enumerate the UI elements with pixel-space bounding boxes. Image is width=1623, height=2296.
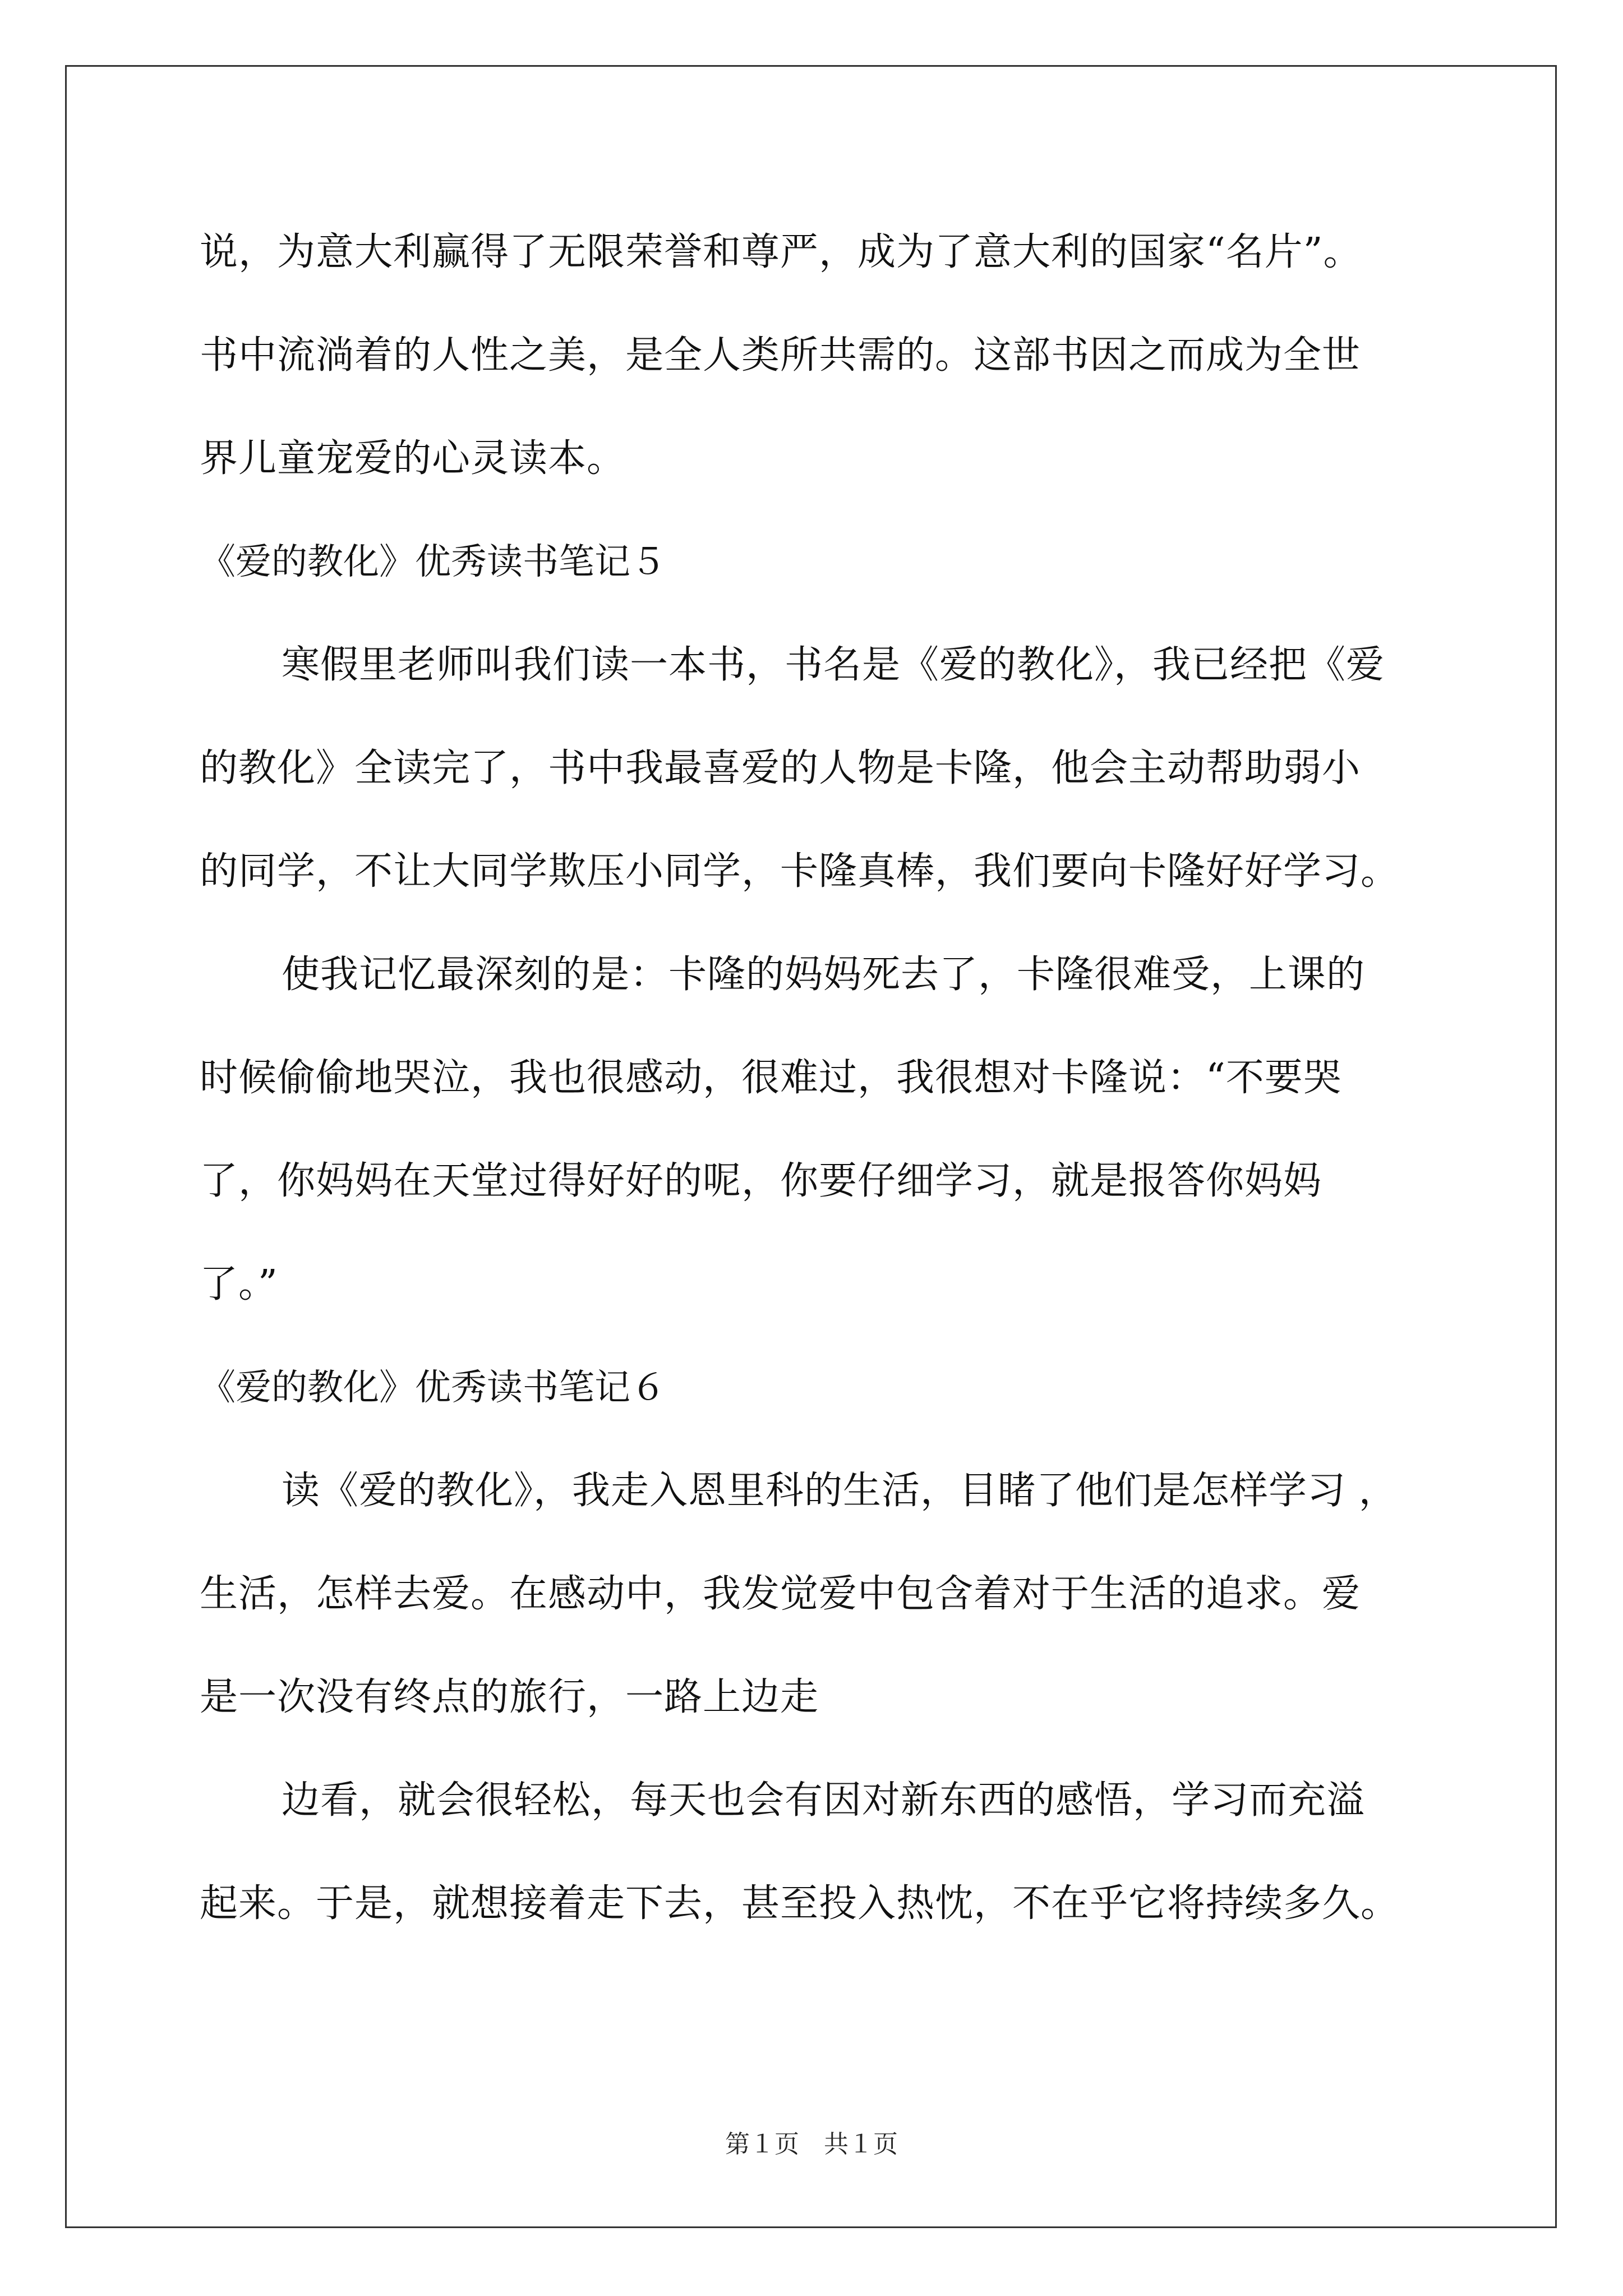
paragraph-line: 的同学，不让大同学欺压小同学，卡隆真棒，我们要向卡隆好好学习。 xyxy=(200,849,1400,894)
paragraph-line: 使我记忆最深刻的是：卡隆的妈妈死去了，卡隆很难受，上课的 xyxy=(282,953,1366,997)
section-heading: 《爱的教化》优秀读书笔记５ xyxy=(200,541,666,583)
paragraph-line: 了。” xyxy=(200,1262,278,1306)
paragraph-line: 是一次没有终点的旅行，一路上边走 xyxy=(200,1675,819,1719)
paragraph-line: 时候偷偷地哭泣，我也很感动，很难过，我很想对卡隆说：“不要哭 xyxy=(200,1056,1342,1100)
paragraph-line: 起来。于是，就想接着走下去，甚至投入热忱，不在乎它将持续多久。 xyxy=(200,1881,1400,1926)
paragraph-line: 读《爱的教化》，我走入恩里科的生活，目睹了他们是怎样学习 ， xyxy=(282,1469,1398,1513)
paragraph-line: 界儿童宠爱的心灵读本。 xyxy=(200,436,626,481)
section-heading: 《爱的教化》优秀读书笔记６ xyxy=(200,1367,666,1409)
page-footer: 第１页 共１页 xyxy=(725,2130,898,2159)
paragraph-line: 了，你妈妈在天堂过得好好的呢，你要仔细学习，就是报答你妈妈 xyxy=(200,1159,1322,1203)
paragraph-line: 寒假里老师叫我们读一本书，书名是《爱的教化》，我已经把《爱 xyxy=(282,643,1385,687)
paragraph-line: 的教化》全读完了，书中我最喜爱的人物是卡隆，他会主动帮助弱小 xyxy=(200,746,1361,790)
paragraph-line: 边看，就会很轻松，每天也会有因对新东西的感悟，学习而充溢 xyxy=(282,1778,1366,1823)
paragraph-line: 书中流淌着的人性之美，是全人类所共需的。这部书因之而成为全世 xyxy=(200,333,1361,378)
paragraph-line: 说，为意大利赢得了无限荣誉和尊严，成为了意大利的国家“名片”。 xyxy=(200,230,1362,274)
paragraph-line: 生活，怎样去爱。在感动中，我发觉爱中包含着对于生活的追求。爱 xyxy=(200,1572,1361,1616)
